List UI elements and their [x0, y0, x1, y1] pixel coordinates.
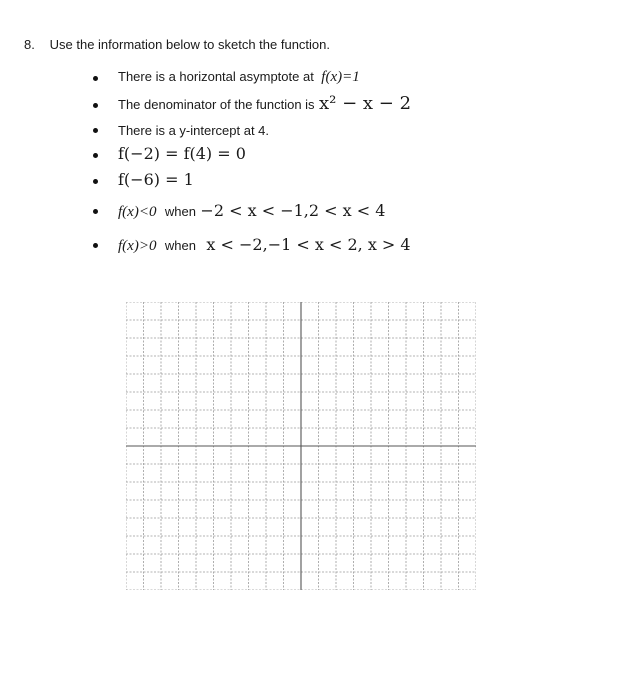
- bullet-dot: [93, 76, 98, 81]
- bullet-math: −2 < x < −1,2 < x < 4: [200, 201, 386, 220]
- bullet-text: There is a y-intercept at 4.: [118, 123, 270, 138]
- bullet-when: when: [164, 238, 196, 253]
- bullet-dot: [93, 243, 98, 248]
- bullet-math: x < −2,−1 < x < 2, x > 4: [206, 235, 411, 254]
- bullet-math: f(−2) = f(4) = 0: [118, 144, 246, 163]
- bullet-dot: [93, 103, 98, 108]
- bullet-math: f(−6) = 1: [118, 170, 194, 189]
- bullet-math: x² − x − 2: [319, 93, 412, 114]
- question-number: 8.: [24, 37, 35, 52]
- question-header: [24, 37, 330, 52]
- bullet-math-lead: f(x)>0: [118, 238, 157, 254]
- bullet-text: There is a horizontal asymptote at: [118, 69, 314, 84]
- graph-grid[interactable]: [126, 302, 476, 590]
- bullet-text: The denominator of the function is: [118, 97, 315, 112]
- bullet-dot: [93, 179, 98, 184]
- question-prompt: Use the information below to sketch the function.: [49, 37, 331, 52]
- coordinate-grid[interactable]: [126, 302, 476, 590]
- bullet-when: when: [164, 204, 196, 219]
- bullet-math: f(x)=1: [321, 69, 360, 85]
- bullet-dot: [93, 128, 98, 133]
- bullet-math-lead: f(x)<0: [118, 204, 157, 220]
- bullet-dot: [93, 209, 98, 214]
- bullet-dot: [93, 153, 98, 158]
